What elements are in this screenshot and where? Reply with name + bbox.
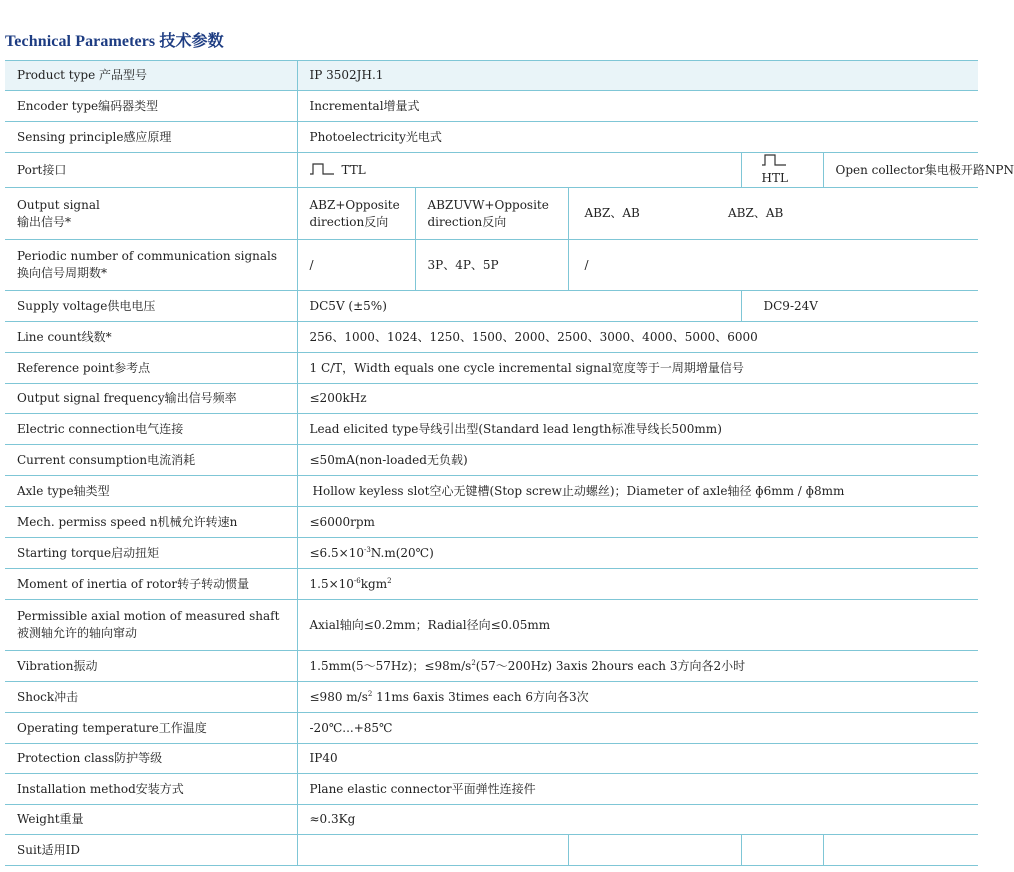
row-value: [297, 651, 978, 682]
row-label: Shock冲击: [5, 682, 297, 713]
suit-cell-2: [568, 835, 741, 866]
table-row: [5, 353, 978, 384]
table-row: [5, 322, 978, 353]
table-row: [5, 291, 978, 322]
row-value: Lead elicited type导线引出型(Standard lead length标准导线长500mm): [297, 414, 978, 445]
cell-line: direction反向: [309, 214, 389, 229]
value-superscript: 2: [471, 658, 476, 667]
table-row: [5, 538, 978, 569]
row-value: -20℃...+85℃: [297, 713, 978, 744]
row-label: Reference point参考点: [5, 353, 297, 384]
row-label-cn: 被测轴允许的轴向窜动: [17, 626, 138, 640]
value-part: 1.5×10: [309, 576, 354, 591]
table-row: [5, 153, 978, 188]
row-label: Axle type轴类型: [5, 476, 297, 507]
output-signal-cell-2: [415, 188, 568, 240]
row-label: Vibration振动: [5, 651, 297, 682]
port-ttl-cell: [297, 153, 741, 188]
row-label: Output signal frequency输出信号频率: [5, 384, 297, 414]
supply-value-24v: DC9-24V: [741, 291, 978, 322]
row-value: IP 3502JH.1: [297, 61, 978, 91]
port-htl-label: HTL: [761, 171, 788, 185]
output-signal-cell-4: ABZ、AB: [670, 188, 978, 240]
table-row: [5, 682, 978, 713]
periodic-cell-2: 3P、4P、5P: [415, 240, 568, 291]
suit-cell-3: [741, 835, 823, 866]
value-superscript: 2: [387, 576, 392, 585]
row-value: ≤6000rpm: [297, 507, 978, 538]
periodic-cell-1: /: [297, 240, 415, 291]
row-label-cn: 输出信号*: [17, 214, 72, 229]
port-oc-label: Open collector集电极开路NPN: [823, 153, 978, 188]
square-wave-icon: [310, 163, 334, 175]
supply-value-5v: DC5V (±5%): [297, 291, 741, 322]
table-row: [5, 835, 978, 866]
output-signal-cell-3: ABZ、AB: [568, 188, 670, 240]
table-row: [5, 805, 978, 835]
row-label: Port接口: [5, 153, 297, 188]
row-label: Current consumption电流消耗: [5, 445, 297, 476]
table-row: [5, 61, 978, 91]
row-value: ≤50mA(non-loaded无负载): [297, 445, 978, 476]
row-value: Plane elastic connector平面弹性连接件: [297, 774, 978, 805]
row-label: Mech. permiss speed n机械允许转速n: [5, 507, 297, 538]
row-label-cn: 换向信号周期数*: [17, 266, 108, 280]
row-label: Suit适用ID: [5, 835, 297, 866]
cell-line: ABZUVW+Opposite: [427, 197, 549, 212]
row-value: Axial轴向≤0.2mm；Radial径向≤0.05mm: [297, 600, 978, 651]
value-superscript: 2: [367, 689, 373, 698]
value-part: ≤6.5×10: [309, 545, 364, 560]
row-value: ≈0.3Kg: [297, 805, 978, 835]
table-row: [5, 774, 978, 805]
port-ttl-label: TTL: [341, 162, 366, 177]
table-row: [5, 188, 978, 240]
row-value: IP40: [297, 744, 978, 774]
value-superscript: -3: [363, 545, 371, 554]
row-label: Encoder type编码器类型: [5, 91, 297, 122]
port-htl-cell: [741, 153, 823, 188]
row-value: Incremental增量式: [297, 91, 978, 122]
row-label: Supply voltage供电电压: [5, 291, 297, 322]
value-part: (57～200Hz) 3axis 2hours each 3方向各2小时: [475, 658, 746, 673]
row-value: [297, 538, 978, 569]
row-value: Photoelectricity光电式: [297, 122, 978, 153]
row-label-en: Output signal: [17, 197, 100, 212]
periodic-cell-3: /: [568, 240, 978, 291]
table-row: [5, 122, 978, 153]
row-value: ≤200kHz: [297, 384, 978, 414]
row-label-en: Periodic number of communication signals: [17, 249, 277, 263]
square-wave-icon: [762, 154, 786, 166]
technical-parameters-table: [5, 60, 1014, 866]
suit-cell-4: [823, 835, 978, 866]
table-row: [5, 569, 978, 600]
value-part: kgm: [360, 576, 388, 591]
cell-line: direction反向: [427, 214, 507, 229]
row-label: Sensing principle感应原理: [5, 122, 297, 153]
row-value: 256、1000、1024、1250、1500、2000、2500、3000、4000、5000、6000: [297, 322, 978, 353]
row-label: Weight重量: [5, 805, 297, 835]
row-label: [5, 600, 297, 651]
row-value: Hollow keyless slot空心无键槽(Stop screw止动螺丝)；Diameter of axle轴径 ɸ6mm / ɸ8mm: [297, 476, 978, 507]
row-label: Line count线数*: [5, 322, 297, 353]
value-part: ≤980 m/s: [309, 689, 368, 704]
row-label: Moment of inertia of rotor转子转动惯量: [5, 569, 297, 600]
table-row: [5, 240, 978, 291]
table-row: [5, 476, 978, 507]
row-value: [297, 569, 978, 600]
table-row: [5, 414, 978, 445]
value-part: 11ms 6axis 3times each 6方向各3次: [372, 689, 589, 704]
output-signal-cell-1: [297, 188, 415, 240]
table-row: [5, 651, 978, 682]
table-row: [5, 445, 978, 476]
page-title: Technical Parameters 技术参数: [5, 33, 224, 50]
value-superscript: -6: [353, 576, 361, 585]
value-part: 1.5mm(5～57Hz)；≤98m/s: [309, 658, 472, 673]
table-row: [5, 713, 978, 744]
row-label: Electric connection电气连接: [5, 414, 297, 445]
row-label: [5, 240, 297, 291]
row-label: [5, 188, 297, 240]
cell-line: ABZ+Opposite: [309, 197, 400, 212]
table-row: [5, 507, 978, 538]
row-label: Protection class防护等级: [5, 744, 297, 774]
table-row: [5, 744, 978, 774]
value-part: N.m(20℃): [370, 545, 434, 560]
row-label: Starting torque启动扭矩: [5, 538, 297, 569]
suit-cell-1: [297, 835, 568, 866]
row-label: Product type 产品型号: [5, 61, 297, 91]
row-label-en: Permissible axial motion of measured shaft: [17, 609, 280, 623]
row-label: Operating temperature工作温度: [5, 713, 297, 744]
table-row: [5, 384, 978, 414]
row-value: [297, 682, 978, 713]
table-row: [5, 91, 978, 122]
table-row: [5, 600, 978, 651]
row-label: Installation method安装方式: [5, 774, 297, 805]
row-value: 1 C/T，Width equals one cycle incremental signal宽度等于一周期增量信号: [297, 353, 978, 384]
